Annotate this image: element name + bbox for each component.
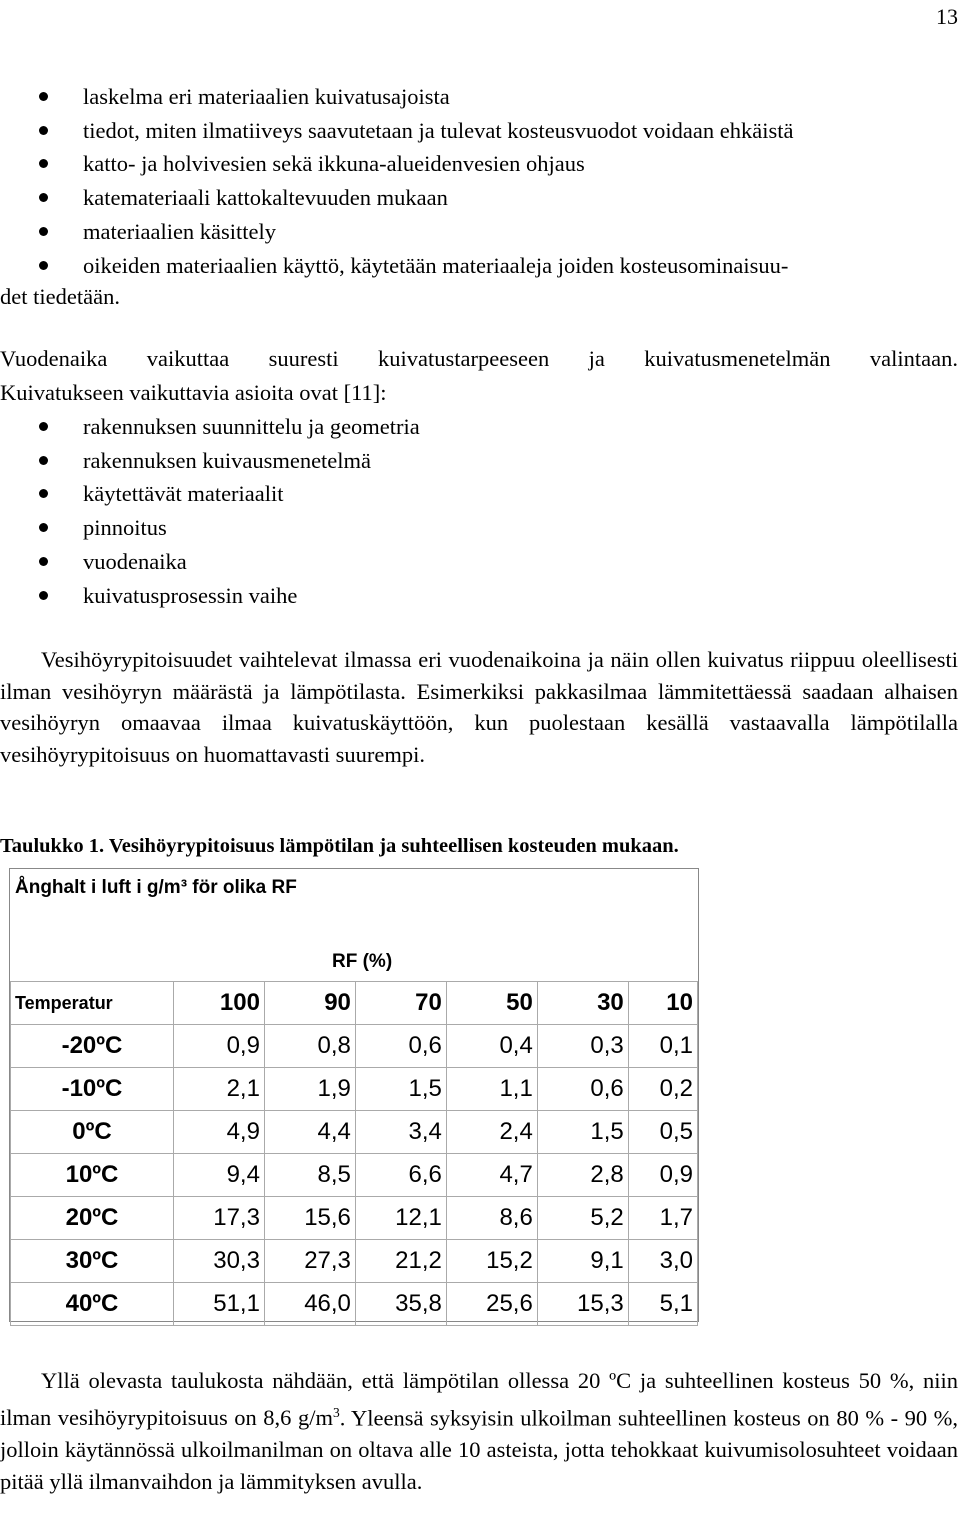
table-cell: 3,0: [628, 1240, 697, 1283]
table-cell: 1,1: [446, 1068, 537, 1111]
table-cell: 3,4: [355, 1111, 446, 1154]
list-item: käytettävät materiaalit: [0, 477, 960, 511]
list-item: oikeiden materiaalien käyttö, käytetään materiaaleja joiden kosteusominaisuu-: [0, 249, 960, 283]
paragraph-vapour: Vesihöyrypitoisuudet vaihtelevat ilmassa eri vuodenaikoina ja näin ollen kuivatus riippuu oleellisesti ilman vesihöyryn määrästä ja lämpötilasta. Esimerkiksi pakkasilmaa lämmitettäessä saadaan alhaisen vesihöyryn omaavaa ilmaa kuivatuskäyttöön, kun puolestaan kesällä vastaavalla lämpötilalla vesihöyrypitoisuus on huomattavasti suurempi.: [0, 647, 958, 768]
list-item: materiaalien käsittely: [0, 215, 960, 249]
bullet-icon: [39, 591, 48, 600]
table-cell: 2,8: [537, 1154, 628, 1197]
table-cell: 1,7: [628, 1197, 697, 1240]
table-cell: 1,5: [355, 1068, 446, 1111]
table-cell: 0,1: [628, 1025, 697, 1068]
table-row: [11, 1240, 698, 1283]
list-item-continuation: det tiedetään.: [0, 284, 120, 309]
table-row: [11, 1025, 698, 1068]
table-cell: 4,7: [446, 1154, 537, 1197]
row-label: 0ºC: [11, 1111, 174, 1154]
table-cell: 0,2: [628, 1068, 697, 1111]
bullet-icon: [39, 523, 48, 532]
table-cell: 9,1: [537, 1240, 628, 1283]
table-cell: 21,2: [355, 1240, 446, 1283]
list-item: tiedot, miten ilmatiiveys saavutetaan ja tulevat kosteusvuodot voidaan ehkäistä: [0, 114, 960, 148]
table-cell: 0,4: [446, 1025, 537, 1068]
table-cell: 0,6: [355, 1025, 446, 1068]
table-cell: 12,1: [355, 1197, 446, 1240]
table-cell: 0,5: [628, 1111, 697, 1154]
bullet-list-factors: [0, 410, 960, 612]
table-cell: 0,9: [628, 1154, 697, 1197]
row-label: -10ºC: [11, 1068, 174, 1111]
table-row: [11, 1154, 698, 1197]
list-item: kuivatusprosessin vaihe: [0, 579, 960, 613]
table-cell: 1,5: [537, 1111, 628, 1154]
rf-label: RF (%): [332, 951, 393, 972]
table-cell: 46,0: [264, 1283, 355, 1326]
row-label: 10ºC: [11, 1154, 174, 1197]
header-cell: Temperatur: [11, 982, 174, 1025]
page-number: 13: [936, 4, 958, 29]
list-item: rakennuksen kuivausmenetelmä: [0, 444, 960, 478]
bullet-icon: [39, 489, 48, 498]
bullet-icon: [39, 126, 48, 135]
table-row: [11, 1068, 698, 1111]
table-cell: 17,3: [174, 1197, 265, 1240]
list-item: laskelma eri materiaalien kuivatusajoista: [0, 80, 960, 114]
table-cell: 15,3: [537, 1283, 628, 1326]
header-cell: 100: [174, 982, 265, 1025]
table-cell: 0,9: [174, 1025, 265, 1068]
row-label: 30ºC: [11, 1240, 174, 1283]
bullet-icon: [39, 422, 48, 431]
header-cell: 50: [446, 982, 537, 1025]
table-cell: 6,6: [355, 1154, 446, 1197]
table-cell: 2,4: [446, 1111, 537, 1154]
list-item: katto- ja holvivesien sekä ikkuna-alueidenvesien ohjaus: [0, 147, 960, 181]
table-cell: 25,6: [446, 1283, 537, 1326]
bullet-icon: [39, 261, 48, 270]
bullet-icon: [39, 227, 48, 236]
table-cell: 4,9: [174, 1111, 265, 1154]
paragraph-line: Vuodenaika vaikuttaa suuresti kuivatustarpeeseen ja kuivatusmenetelmän valintaan.: [0, 346, 958, 371]
table-cell: 35,8: [355, 1283, 446, 1326]
table-cell: 5,1: [628, 1283, 697, 1326]
paragraph-line: Kuivatukseen vaikuttavia asioita ovat [11]:: [0, 380, 387, 405]
table-cell: 51,1: [174, 1283, 265, 1326]
table-cell: 5,2: [537, 1197, 628, 1240]
bullet-icon: [39, 456, 48, 465]
bullet-list-requirements: [0, 80, 960, 282]
header-cell: 30: [537, 982, 628, 1025]
table-cell: 1,9: [264, 1068, 355, 1111]
paragraph-table-explanation: Yllä olevasta taulukosta nähdään, että lämpötilan ollessa 20 ºC ja suhteellinen kosteus 50 %, niin ilman vesihöyrypitoisuus on 8,6 $g/m^3$. Yleensä syksyisin ulkoilman suhteellinen kosteus on 80 % - 90 %, jolloin käytännössä ulkoilmanilman on oltava alle 10 asteista, jotta tehokkaat kuivumisolosuhteet voidaan pitää yllä ilmanvaihdon ja lämmityksen avulla.: [0, 1368, 959, 1494]
row-label: 20ºC: [11, 1197, 174, 1240]
table-cell: 0,8: [264, 1025, 355, 1068]
bullet-icon: [39, 92, 48, 101]
bullet-icon: [39, 193, 48, 202]
table-row: [11, 1111, 698, 1154]
row-label: -20ºC: [11, 1025, 174, 1068]
table-cell: 15,6: [264, 1197, 355, 1240]
table-cell: 0,6: [537, 1068, 628, 1111]
table-row: [11, 1197, 698, 1240]
table-caption: Taulukko 1. Vesihöyrypitoisuus lämpötilan ja suhteellisen kosteuden mukaan.: [0, 835, 679, 857]
superscript: 3: [332, 1404, 340, 1420]
list-item: katemateriaali kattokaltevuuden mukaan: [0, 181, 960, 215]
list-item: rakennuksen suunnittelu ja geometria: [0, 410, 960, 444]
list-item: pinnoitus: [0, 511, 960, 545]
table-cell: 4,4: [264, 1111, 355, 1154]
list-item: vuodenaika: [0, 545, 960, 579]
table-cell: 9,4: [174, 1154, 265, 1197]
table-row: [11, 1283, 698, 1326]
table-cell: 0,3: [537, 1025, 628, 1068]
header-cell: 10: [628, 982, 697, 1025]
header-cell: 90: [264, 982, 355, 1025]
table-cell: 2,1: [174, 1068, 265, 1111]
table-cell: 27,3: [264, 1240, 355, 1283]
bullet-icon: [39, 159, 48, 168]
table-cell: 8,6: [446, 1197, 537, 1240]
vapour-content-table: [9, 868, 699, 1322]
table-header-row: [11, 982, 698, 1025]
table-cell: 15,2: [446, 1240, 537, 1283]
table-cell: 30,3: [174, 1240, 265, 1283]
table-cell: 8,5: [264, 1154, 355, 1197]
bullet-icon: [39, 557, 48, 566]
header-cell: 70: [355, 982, 446, 1025]
table-title: Ånghalt i luft i g/m³ för olika RF: [15, 877, 297, 898]
row-label: 40ºC: [11, 1283, 174, 1326]
data-grid: [10, 981, 698, 1326]
